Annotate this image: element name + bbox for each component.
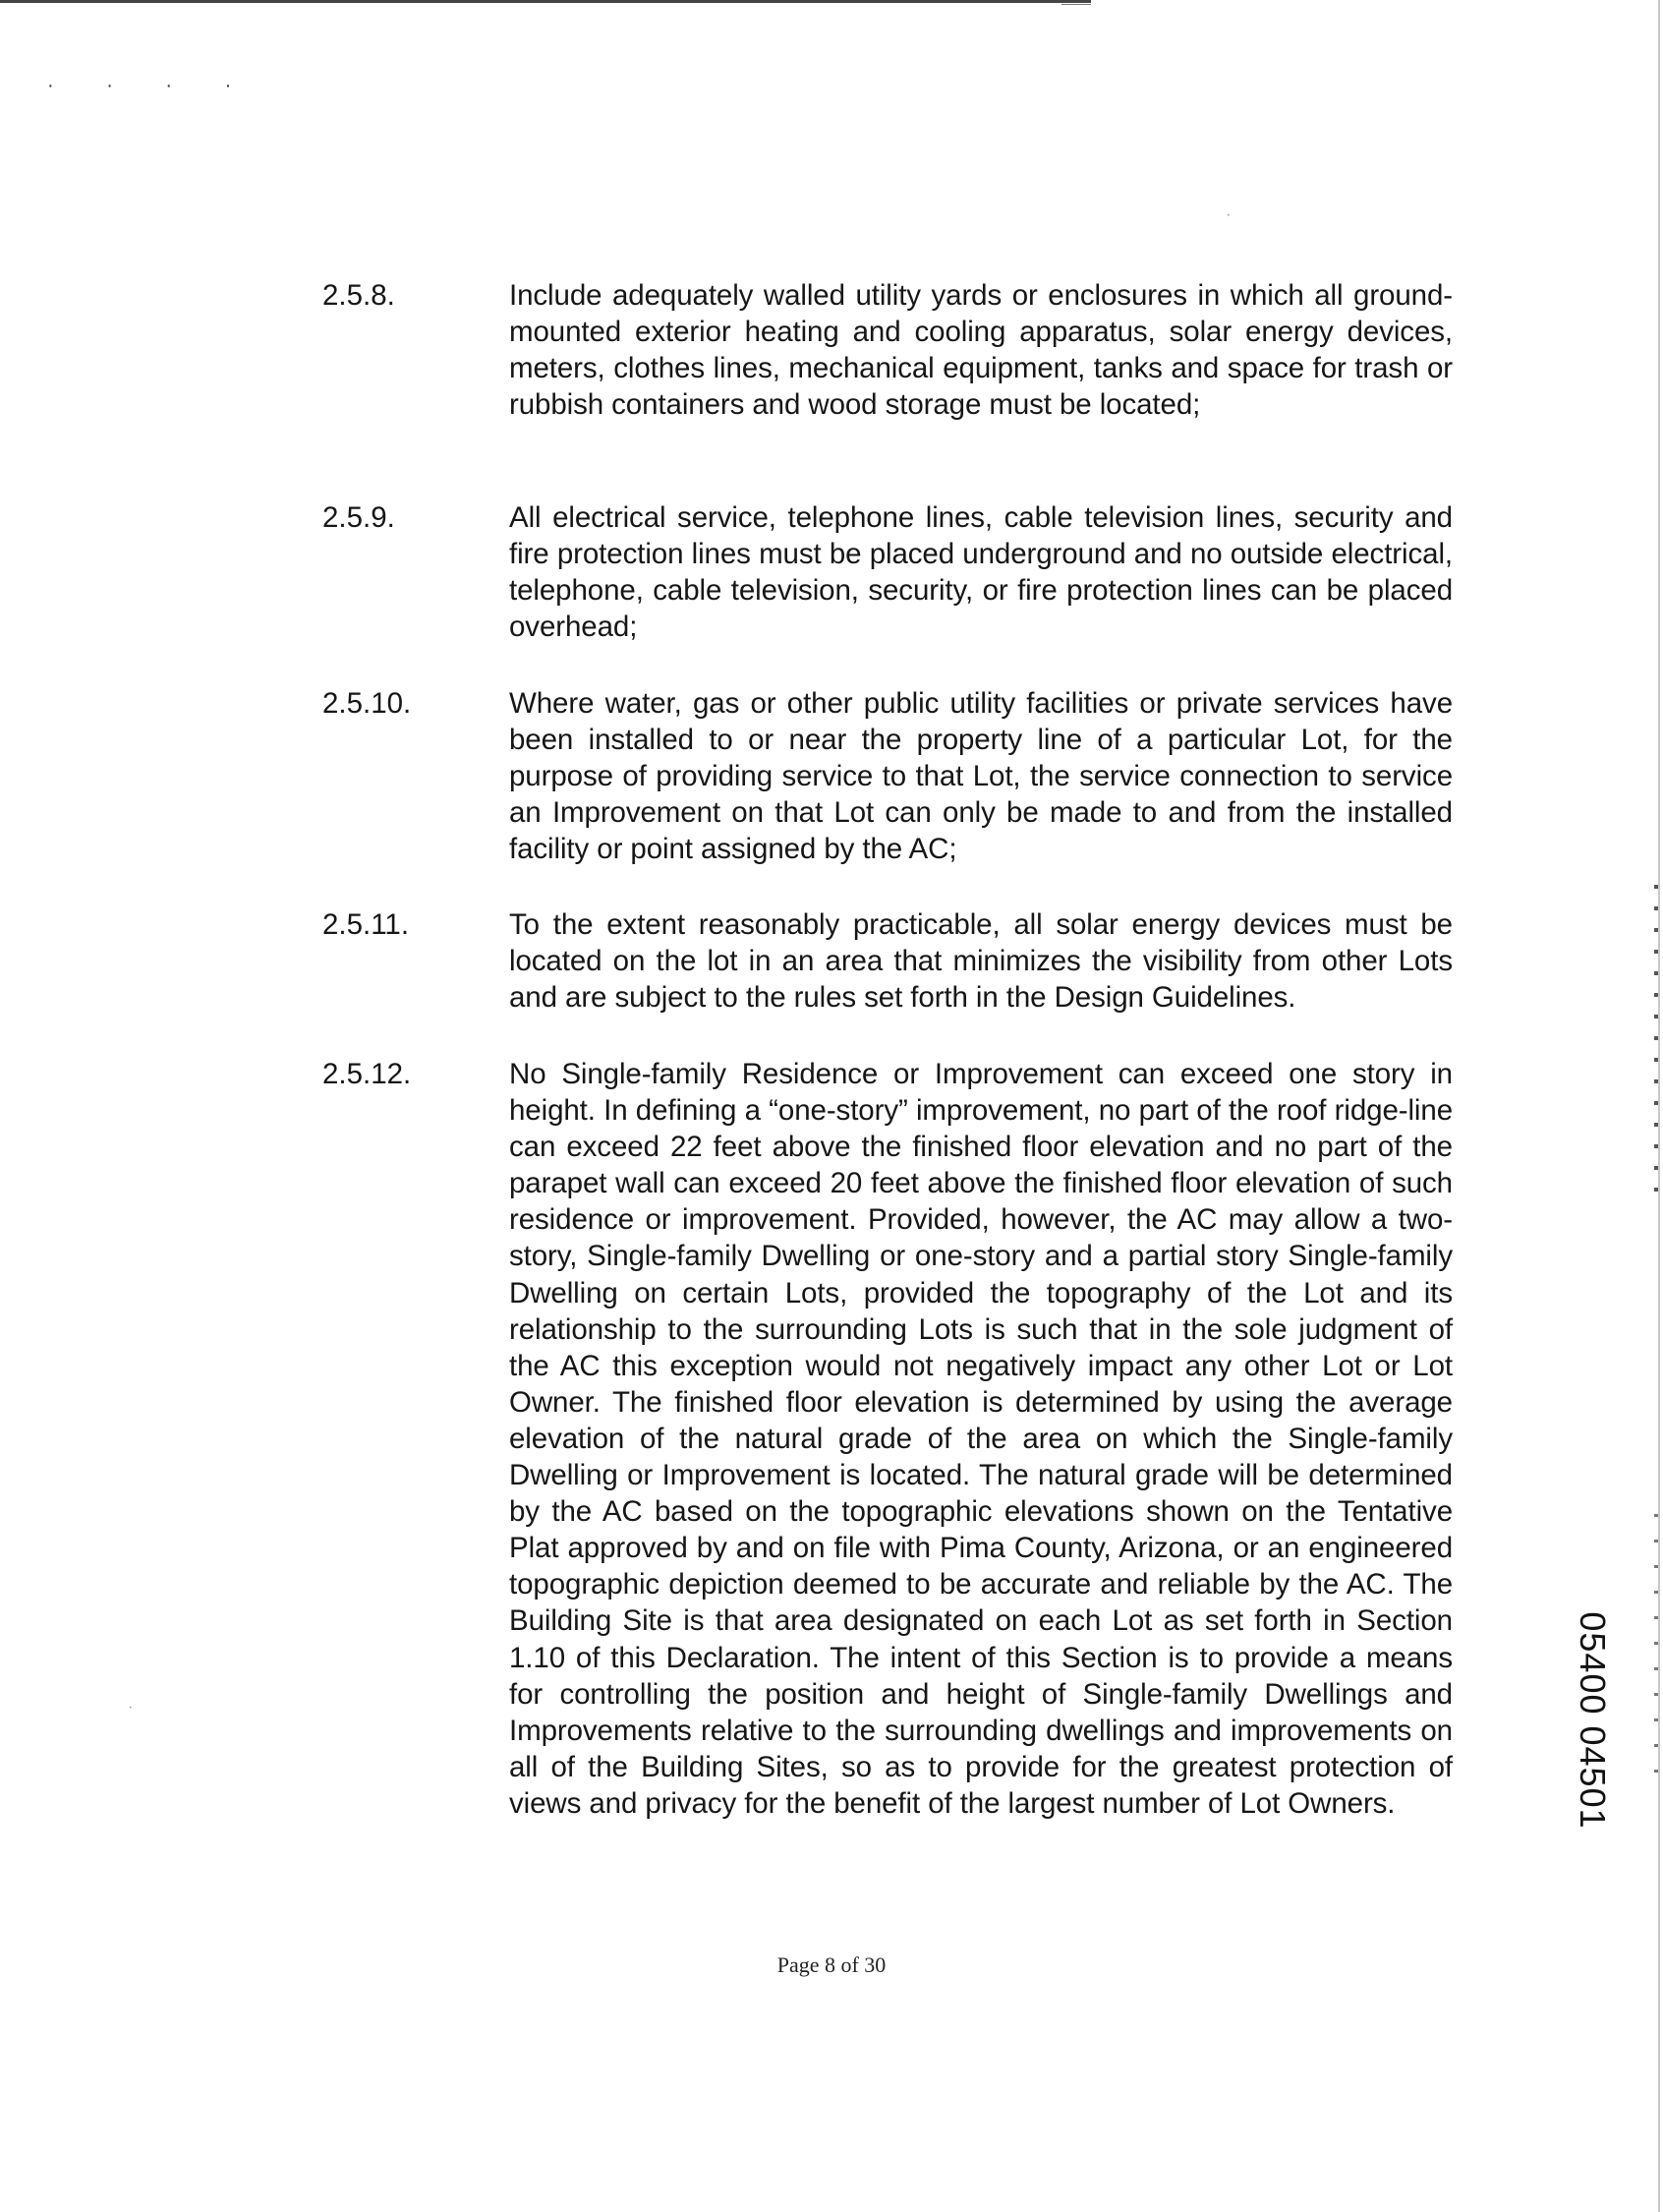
clause-number: 2.5.12. <box>322 1058 412 1090</box>
page-number: Page 8 of 30 <box>776 1952 887 1977</box>
scan-edge-marks <box>1654 1514 1658 1789</box>
clause-number: 2.5.8. <box>322 279 395 312</box>
recording-stamp <box>1563 1573 1622 1868</box>
scan-right-edge <box>1658 0 1660 2212</box>
scan-speckle: · <box>128 1699 134 1716</box>
scan-speckle: · <box>1226 206 1232 223</box>
recording-stamp-text: 05400 04501 <box>1573 1611 1613 1830</box>
clause-text: Include adequately walled utility yards or enclosures in which all ground-mounted exterior heating and cooling apparatus, solar energy devices, meters, clothes lines, mechanical equipment, tanks and space for trash or rubbish containers and wood storage must be located; <box>509 279 1453 422</box>
clause-text: To the extent reasonably practicable, all solar energy devices must be located on the lot in an area that minimizes the visibility from other Lots and are subject to the rules set forth in the Design Guidelines. <box>509 908 1453 1015</box>
clause-number: 2.5.10. <box>322 687 412 720</box>
scan-top-border <box>0 0 1091 3</box>
scan-edge-marks <box>1654 885 1658 1209</box>
scan-top-border-mark <box>1061 4 1091 5</box>
clause-text: Where water, gas or other public utility facilities or private services have been installed to or near the property line of a particular Lot, for the purpose of providing service to that Lot, the service connection to service an Improvement on that Lot can only be made to and from the installed facility or point assigned by the AC; <box>509 687 1453 866</box>
scan-speckles: · · · · <box>47 75 256 96</box>
clause-number: 2.5.11. <box>322 908 410 941</box>
clause-text: No Single-family Residence or Improvement can exceed one story in height. In defining a “one-story” improvement, no part of the roof ridge-line can exceed 22 feet above the finished floor elevation and no part of the parapet wall can exceed 20 feet above the finished floor elevation of such residence or improvement. Provided, however, the AC may allow a two-story, Single-family Dwelling or one-story and a partial story Single-family Dwelling on certain Lots, provided the topography of the Lot and its relationship to the surrounding Lots is such that in the sole judgment of the AC this exception would not negatively impact any other Lot or Lot Owner. The finished floor elevation is determined by using the average elevation of the natural grade of the area on which the Single-family Dwelling or Improvement is located. The natural grade will be determined by the AC based on the topographic elevations shown on the Tentative Plat approved by and on file with Pima County, Arizona, or an engineered topographic depiction deemed to be accurate and reliable by the AC. The Building Site is that area designated on each Lot as set forth in Section 1.10 of this Declaration. The intent of this Section is to provide a means for controlling the position and height of Single-family Dwellings and Improvements relative to the surrounding dwellings and improvements on all of the Building Sites, so as to provide for the greatest protection of views and privacy for the benefit of the largest number of Lot Owners. <box>509 1058 1453 1820</box>
clause-number: 2.5.9. <box>322 501 395 534</box>
clause-text: All electrical service, telephone lines, cable television lines, security and fire protection lines must be placed underground and no outside electrical, telephone, cable television, security, or fire protection lines can be placed overhead; <box>509 501 1453 644</box>
